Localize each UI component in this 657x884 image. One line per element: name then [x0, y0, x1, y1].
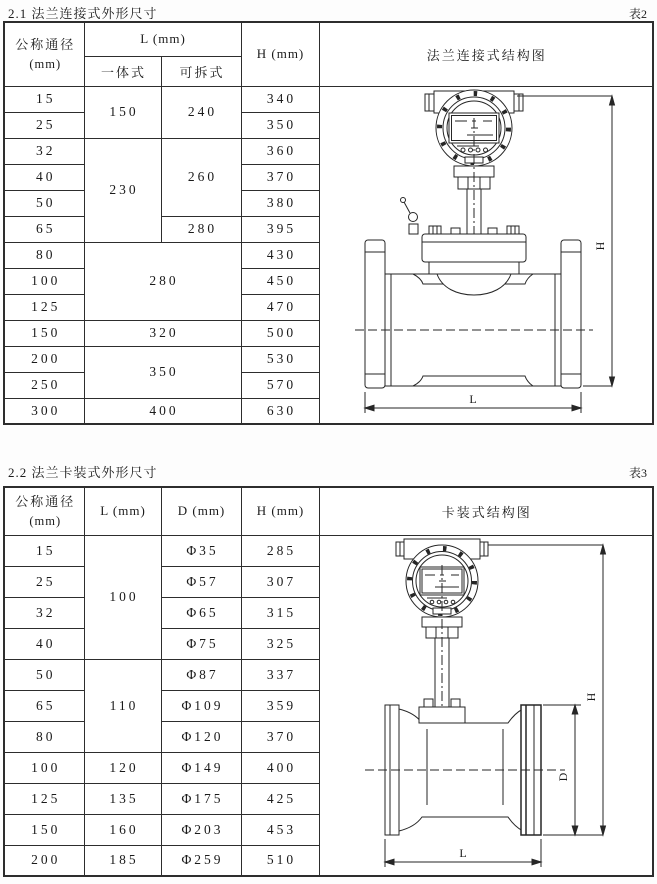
flange-diagram-cell — [319, 86, 653, 424]
col-header-diagram: 卡装式结构图 — [319, 487, 653, 535]
h-cell: 325 — [241, 628, 319, 659]
dn-cell: 15 — [4, 535, 84, 566]
h-cell: 370 — [241, 164, 319, 190]
clamp-diagram-cell — [319, 535, 653, 876]
section2-table-label: 表3 — [628, 466, 647, 480]
l-det-cell: 280 — [161, 216, 241, 242]
dn-cell: 300 — [4, 398, 84, 424]
dn-cell: 200 — [4, 346, 84, 372]
l-det-cell: 260 — [161, 138, 241, 216]
d-cell: Φ87 — [161, 659, 241, 690]
dn-cell: 25 — [4, 566, 84, 597]
section2-title: 2.2 法兰卡装式外形尺寸 — [8, 465, 158, 480]
h-cell: 370 — [241, 721, 319, 752]
dn-cell: 80 — [4, 242, 84, 268]
h-cell: 359 — [241, 690, 319, 721]
dn-cell: 32 — [4, 597, 84, 628]
h-cell: 530 — [241, 346, 319, 372]
dn-cell: 50 — [4, 190, 84, 216]
dn-cell: 200 — [4, 845, 84, 876]
l-cell: 280 — [84, 242, 241, 320]
dn-cell: 25 — [4, 112, 84, 138]
l-cell: 185 — [84, 845, 161, 876]
l-cell: 160 — [84, 814, 161, 845]
clamp-type-table — [3, 486, 654, 877]
d-cell: Φ57 — [161, 566, 241, 597]
dn-cell: 65 — [4, 216, 84, 242]
section2-header — [8, 462, 647, 481]
d-cell: Φ120 — [161, 721, 241, 752]
clamp-meter-diagram — [321, 537, 651, 874]
l-int-cell: 150 — [84, 86, 161, 138]
dn-cell: 65 — [4, 690, 84, 721]
d-cell: Φ35 — [161, 535, 241, 566]
h-cell: 470 — [241, 294, 319, 320]
d-cell: Φ203 — [161, 814, 241, 845]
dn-cell: 40 — [4, 628, 84, 659]
section1-table-label: 表2 — [628, 7, 647, 21]
l-det-cell: 240 — [161, 86, 241, 138]
col-header-h: H (mm) — [241, 22, 319, 86]
col-header-dn — [4, 487, 84, 535]
h-cell: 285 — [241, 535, 319, 566]
d-cell: Φ149 — [161, 752, 241, 783]
h-cell: 453 — [241, 814, 319, 845]
h-cell: 307 — [241, 566, 319, 597]
col-header-l-detachable: 可拆式 — [161, 56, 241, 86]
dim-d-label: D — [555, 772, 570, 782]
dn-cell: 150 — [4, 814, 84, 845]
flange-connection-table — [3, 21, 654, 425]
dn-cell: 125 — [4, 294, 84, 320]
dim-h-label: H — [592, 241, 607, 251]
d-cell: Φ259 — [161, 845, 241, 876]
dn-cell: 80 — [4, 721, 84, 752]
h-cell: 395 — [241, 216, 319, 242]
h-cell: 510 — [241, 845, 319, 876]
h-cell: 315 — [241, 597, 319, 628]
col-header-diagram: 法兰连接式结构图 — [319, 22, 653, 86]
h-cell: 570 — [241, 372, 319, 398]
l-cell: 400 — [84, 398, 241, 424]
flange-meter-diagram — [321, 88, 651, 422]
h-cell: 360 — [241, 138, 319, 164]
l-cell: 110 — [84, 659, 161, 752]
h-cell: 340 — [241, 86, 319, 112]
h-cell: 430 — [241, 242, 319, 268]
col-header-dn-unit: (mm) — [29, 513, 62, 528]
d-cell: Φ65 — [161, 597, 241, 628]
col-header-dn — [4, 22, 84, 86]
dim-l-label: L — [469, 391, 477, 406]
dn-cell: 50 — [4, 659, 84, 690]
section1-header — [8, 3, 647, 22]
dn-cell: 250 — [4, 372, 84, 398]
h-cell: 380 — [241, 190, 319, 216]
dn-cell: 150 — [4, 320, 84, 346]
col-header-dn-text: 公称通径 — [15, 493, 76, 509]
h-cell: 337 — [241, 659, 319, 690]
d-cell: Φ175 — [161, 783, 241, 814]
h-cell: 350 — [241, 112, 319, 138]
h-cell: 500 — [241, 320, 319, 346]
col-header-dn-text: 公称通径 — [15, 36, 76, 52]
dn-cell: 100 — [4, 752, 84, 783]
col-header-l-integrated: 一体式 — [84, 56, 161, 86]
dn-cell: 40 — [4, 164, 84, 190]
col-header-h: H (mm) — [241, 487, 319, 535]
dn-cell: 125 — [4, 783, 84, 814]
l-cell: 350 — [84, 346, 241, 398]
section1-title: 2.1 法兰连接式外形尺寸 — [8, 6, 158, 21]
col-header-l: L (mm) — [84, 22, 241, 56]
dn-cell: 15 — [4, 86, 84, 112]
col-header-l: L (mm) — [84, 487, 161, 535]
h-cell: 400 — [241, 752, 319, 783]
l-cell: 120 — [84, 752, 161, 783]
h-cell: 630 — [241, 398, 319, 424]
l-cell: 320 — [84, 320, 241, 346]
h-cell: 450 — [241, 268, 319, 294]
col-header-dn-unit: (mm) — [29, 56, 62, 71]
dn-cell: 100 — [4, 268, 84, 294]
l-cell: 135 — [84, 783, 161, 814]
dn-cell: 32 — [4, 138, 84, 164]
col-header-d: D (mm) — [161, 487, 241, 535]
d-cell: Φ75 — [161, 628, 241, 659]
h-cell: 425 — [241, 783, 319, 814]
meter-body — [365, 699, 565, 835]
l-int-cell: 230 — [84, 138, 161, 242]
l-cell: 100 — [84, 535, 161, 659]
d-cell: Φ109 — [161, 690, 241, 721]
dim-h-label: H — [583, 692, 598, 702]
dim-l-label: L — [459, 845, 467, 860]
